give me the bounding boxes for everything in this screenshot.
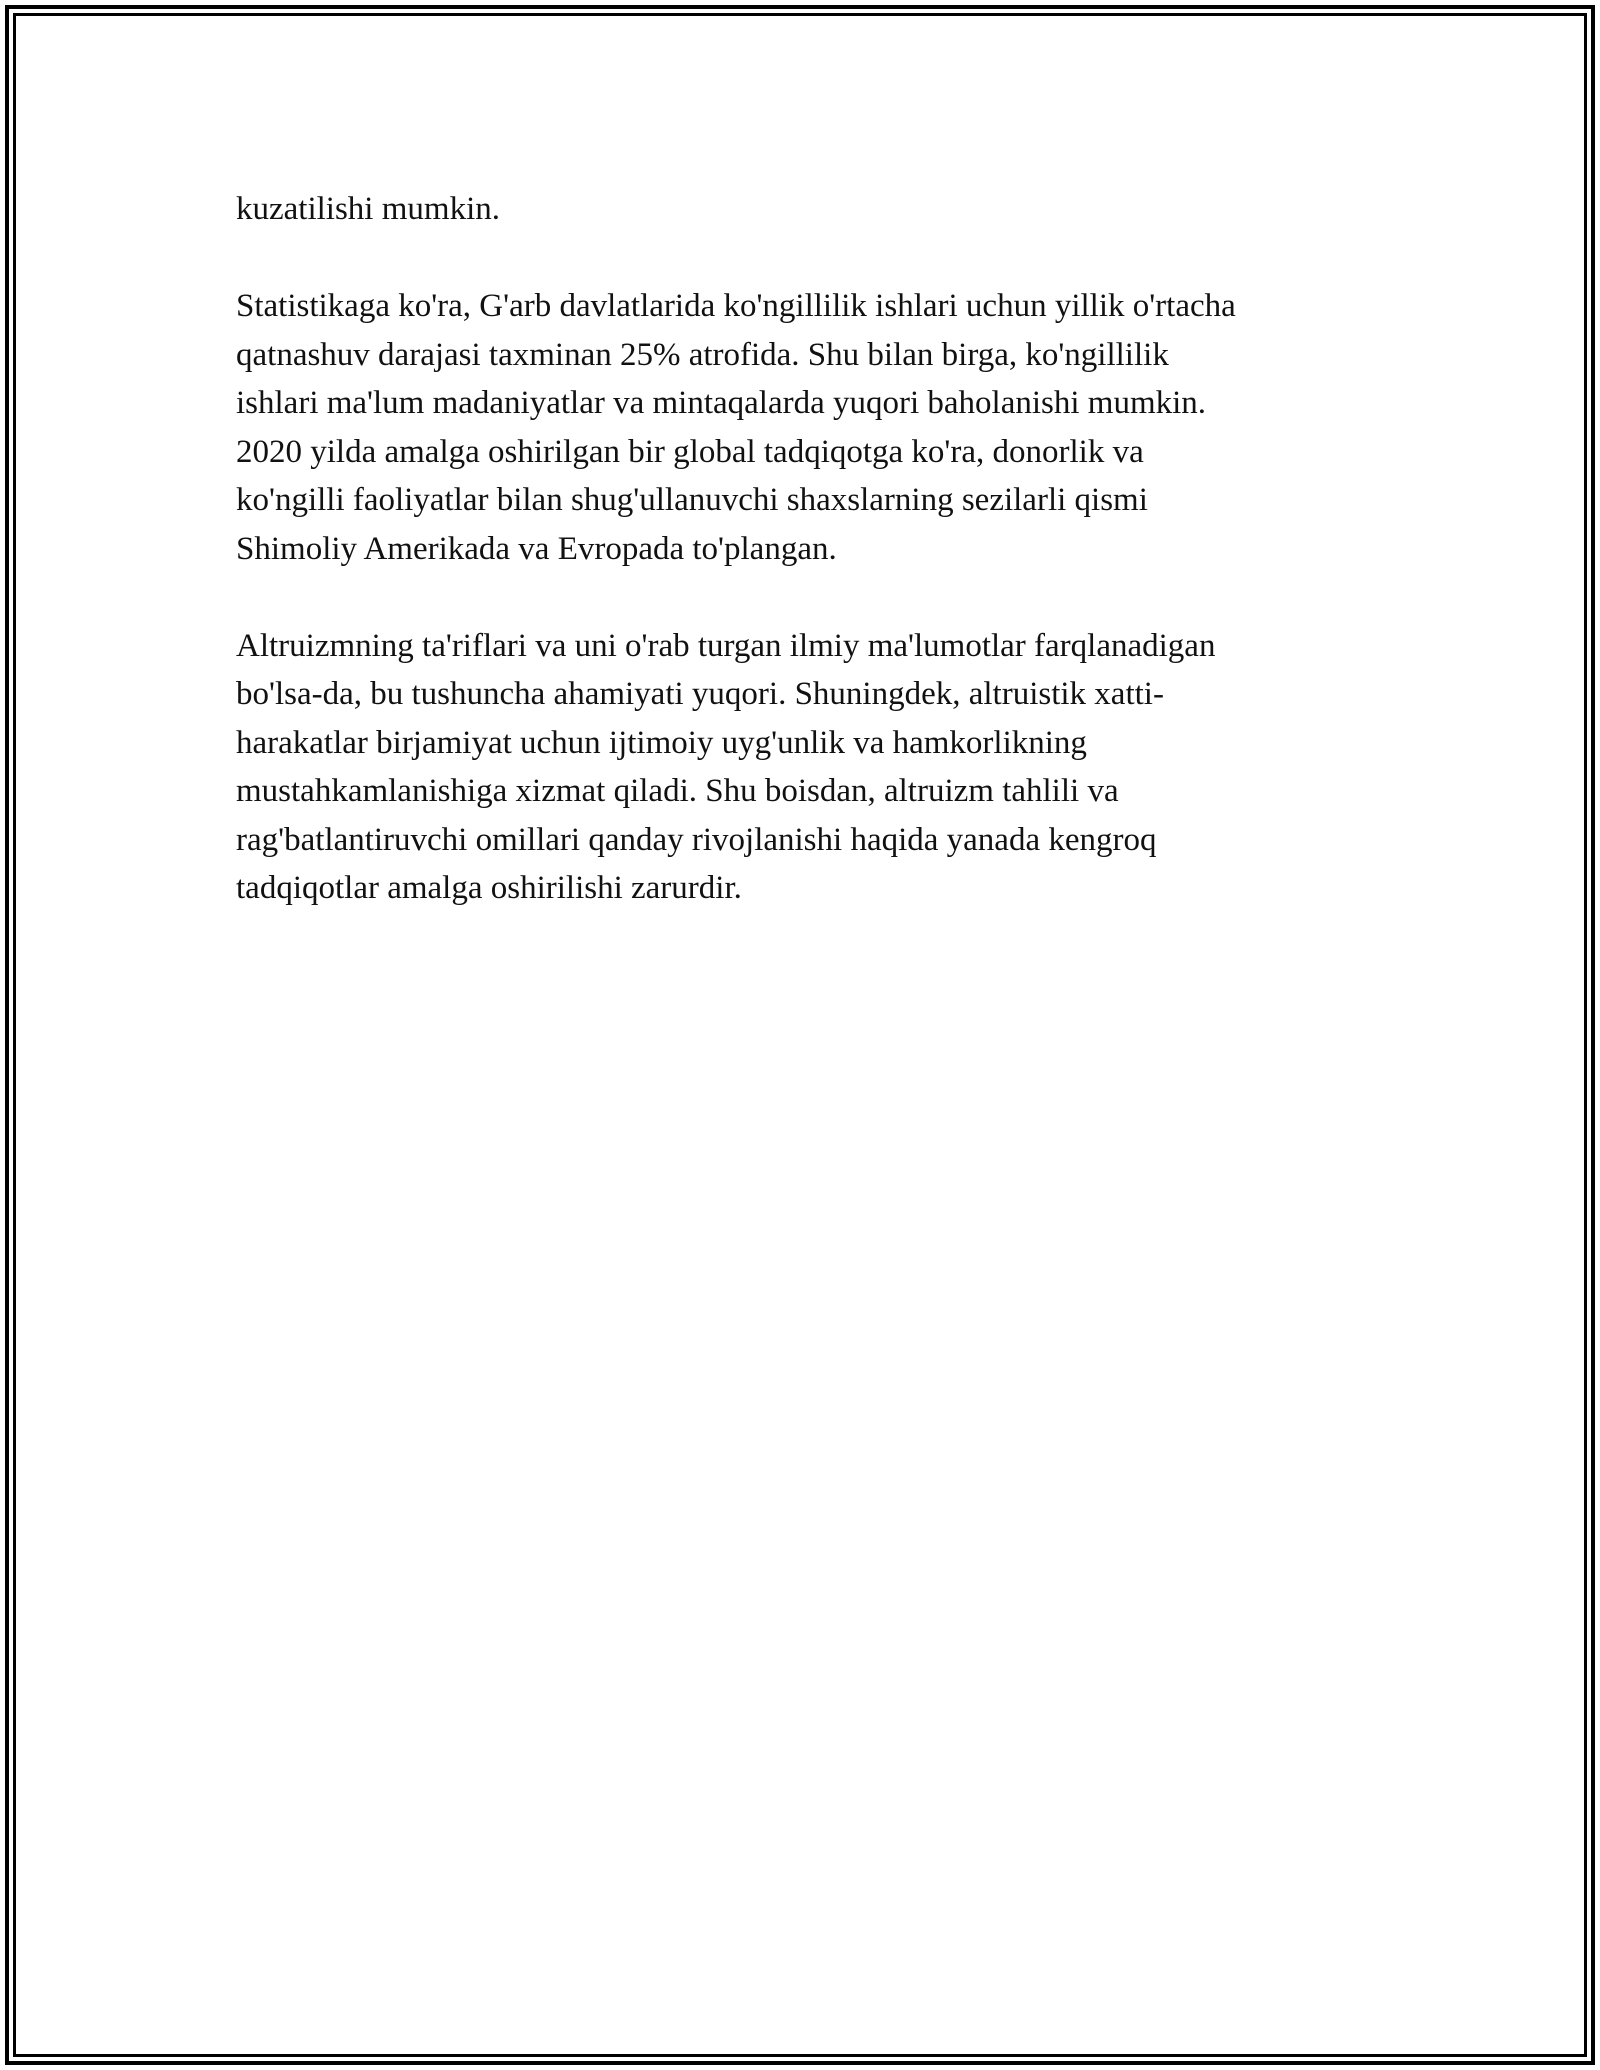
text-line: 2020 yilda amalga oshirilgan bir global tadqiqotga ko'ra, donorlik va xyxy=(236,433,1144,470)
text-line: ko'ngilli faoliyatlar bilan shug'ullanuvchi shaxslarning sezilarli qismi xyxy=(236,482,1148,518)
text-line: tadqiqotlar amalga oshirilishi zarurdir. xyxy=(236,870,742,906)
text-line: ishlari ma'lum madaniyatlar va mintaqalarda yuqori baholanishi mumkin. xyxy=(236,385,1207,421)
text-line: Statistikaga ko'ra, G'arb davlatlarida ko'ngillilik ishlari uchun yillik o'rtacha xyxy=(236,288,1236,324)
paragraph-2 xyxy=(236,282,1376,573)
text-line: kuzatilishi mumkin. xyxy=(236,191,500,227)
text-line: bo'lsa-da, bu tushuncha ahamiyati yuqori. Shuningdek, altruistik xatti- xyxy=(236,676,1164,712)
text-line: qatnashuv darajasi taxminan 25% atrofida. Shu bilan birga, ko'ngillilik xyxy=(236,336,1169,373)
document-body xyxy=(236,185,1376,961)
paragraph-3 xyxy=(236,622,1376,913)
text-line: Altruizmning ta'riflari va uni o'rab turgan ilmiy ma'lumotlar farqlanadigan xyxy=(236,627,1216,664)
text-line: rag'batlantiruvchi omillari qanday rivojlanishi haqida yanada kengroq xyxy=(236,821,1157,858)
paragraph-1 xyxy=(236,185,1376,234)
text-line: harakatlar birjamiyat uchun ijtimoiy uyg'unlik va hamkorlikning xyxy=(236,724,1087,761)
text-line: Shimoliy Amerikada va Evropada to'plangan. xyxy=(236,530,837,567)
text-line: mustahkamlanishiga xizmat qiladi. Shu boisdan, altruizm tahlili va xyxy=(236,773,1119,809)
